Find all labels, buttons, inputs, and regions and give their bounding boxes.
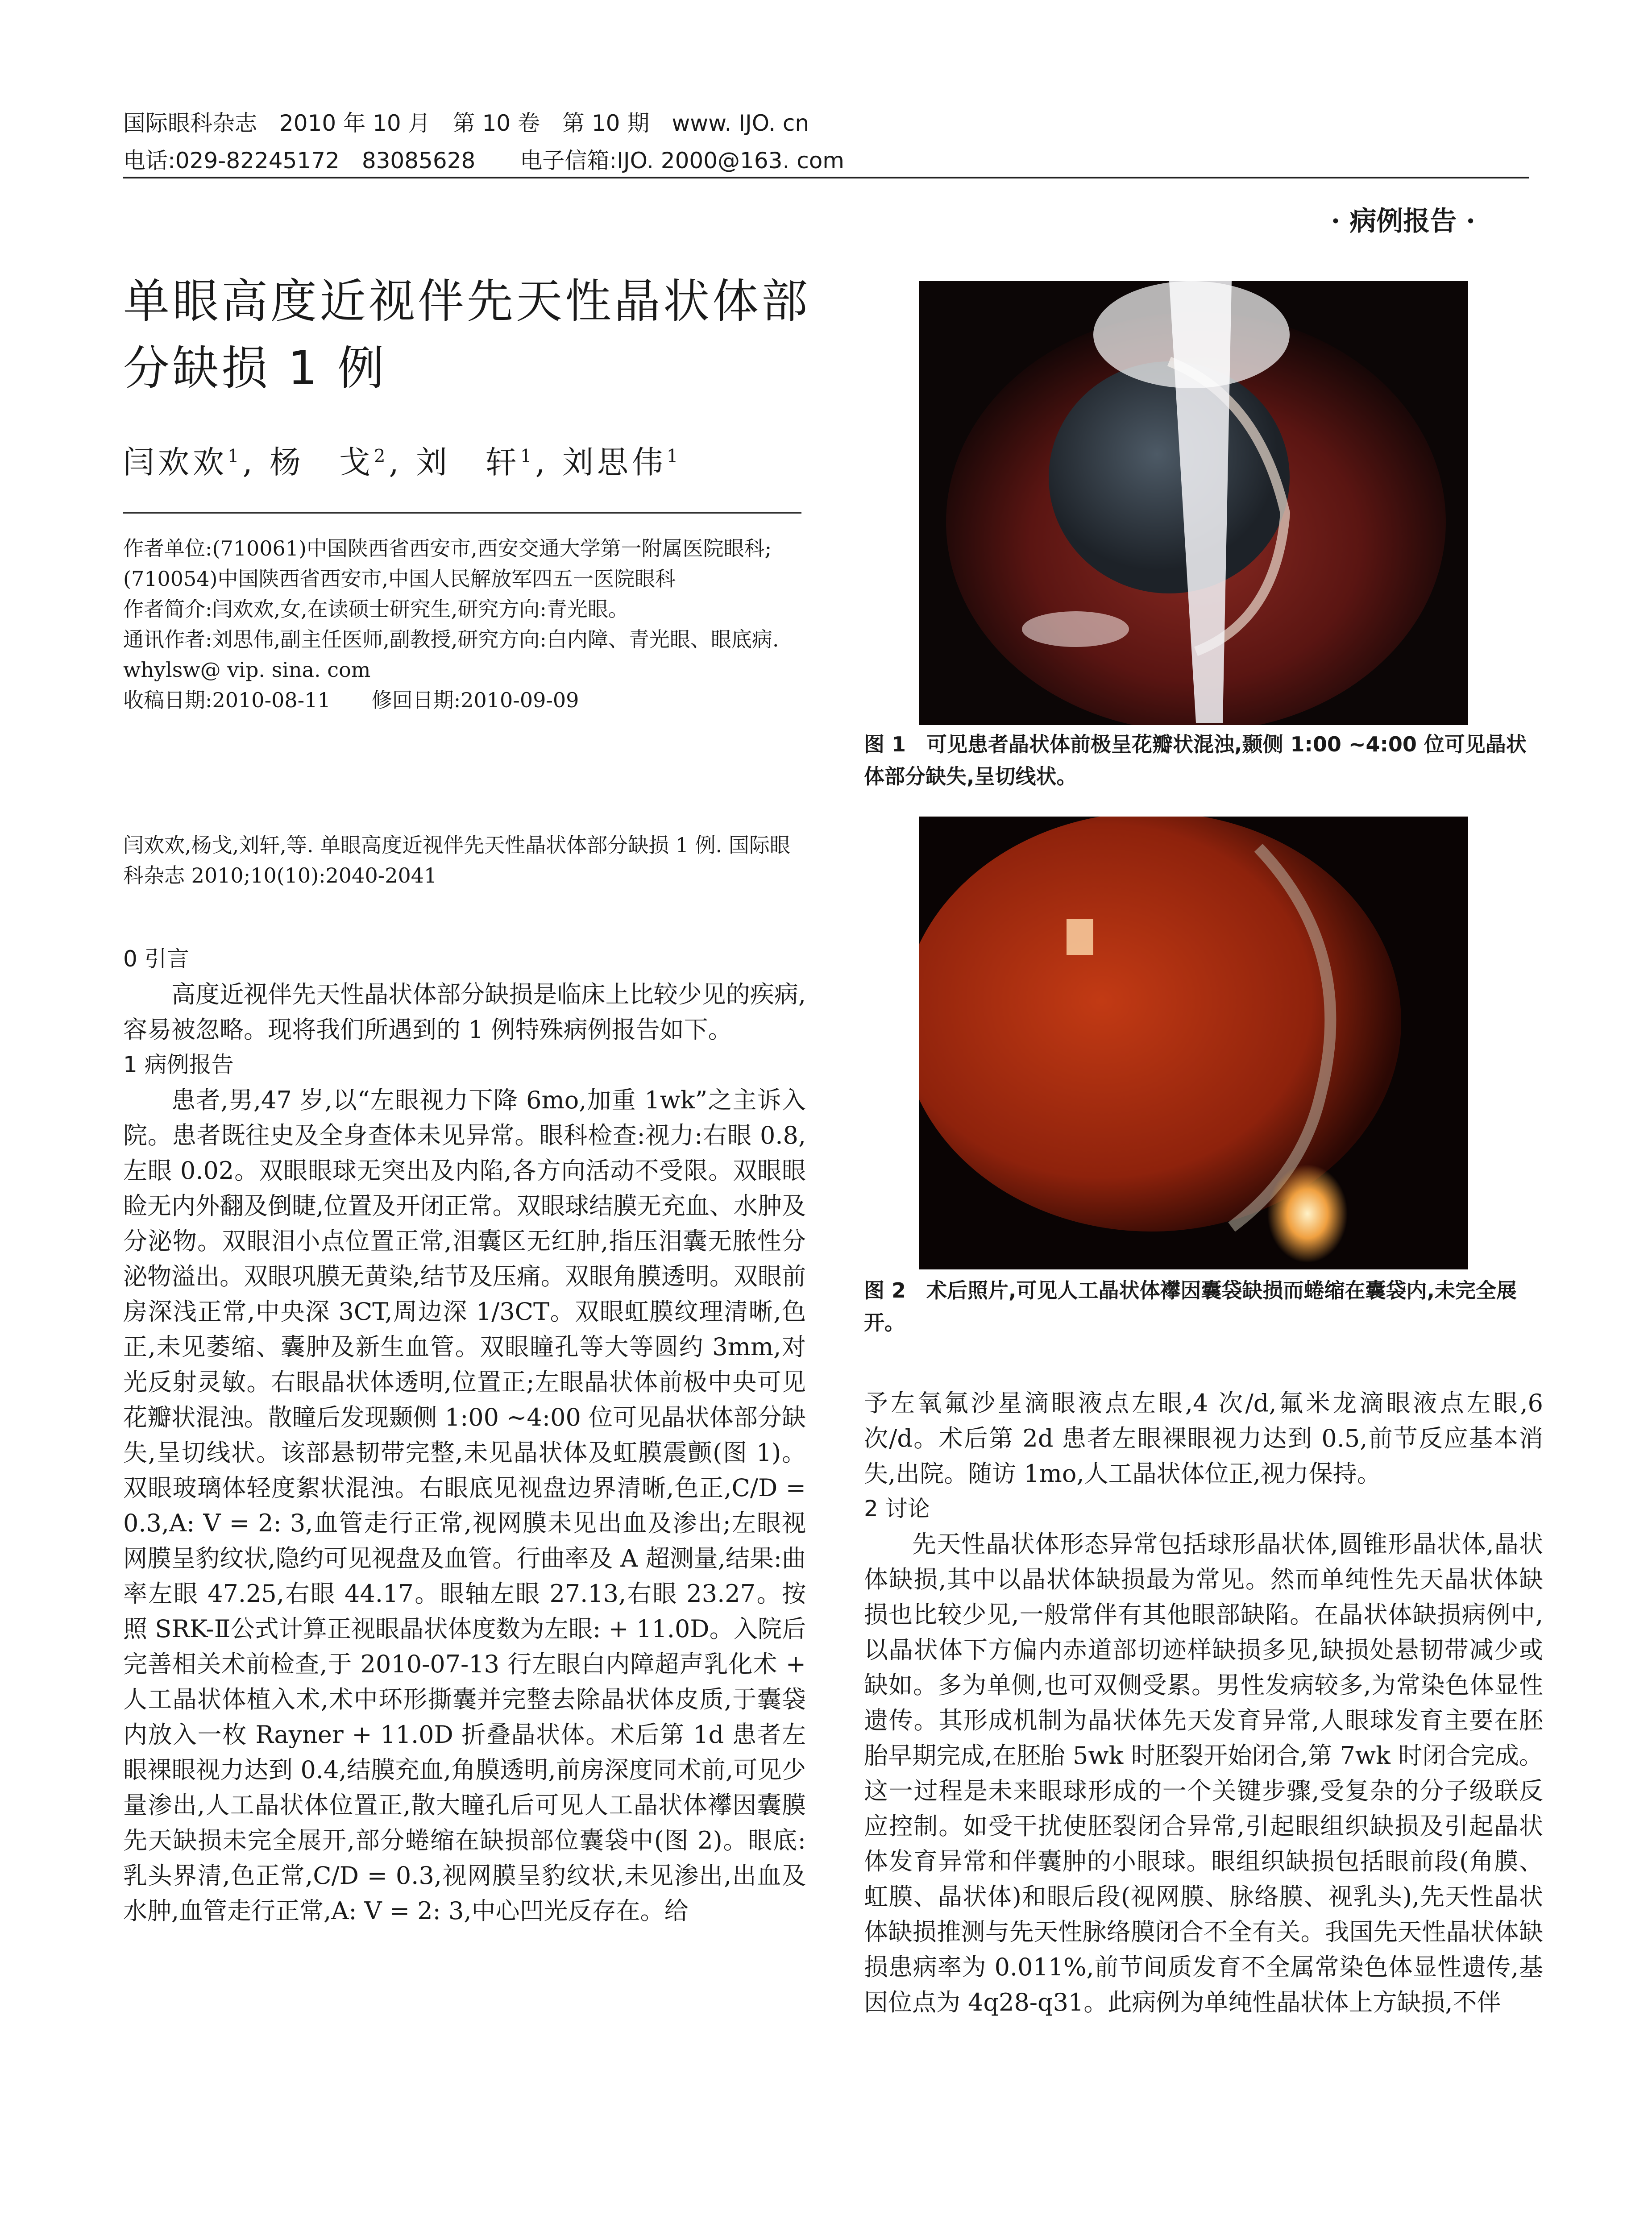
author-affil-mark: 1 bbox=[666, 446, 682, 467]
discussion-text: 先天性晶状体形态异常包括球形晶状体,圆锥形晶状体,晶状体缺损,其中以晶状体缺损最为常见。然而单纯性先天晶状体缺损也比较少见,一般常伴有其他眼部缺陷。在晶状体缺损病例中,以晶状体下方偏内赤道部切迹样缺损多见,缺损处悬韧带减少或缺如。多为单侧,也可双侧受累。男性发病较多,为常染色体显性遗传。其形成机制为晶状体先天发育异常,人眼球发育主要在胚胎早期完成,在胚胎 5wk 时胚裂开始闭合,第 7wk 时闭合完成。这一过程是未来眼球形成的一个关键步骤,受复杂的分子级联反应控制。如受干扰使胚裂闭合异常,引起眼组织缺损及引起晶状体发育异常和伴囊肿的小眼球。眼组织缺损包括眼前段(角膜、虹膜、晶状体)和眼后段(视网膜、脉络膜、视乳头),先天性晶状体缺损推测与先天性脉络膜闭合不全有关。我国先天性晶状体缺损患病率为 0.011%,前节间质发育不全属常染色体显性遗传,基因位点为 4q28-q31。此病例为单纯性晶状体上方缺损,不伴 bbox=[864, 1530, 1543, 2016]
author-list: 闫欢欢$^1$, 杨 戈$^2$, 刘 轩$^1$, 刘思伟$^1$ bbox=[123, 444, 682, 481]
author-name: 杨 戈 bbox=[269, 444, 374, 481]
author-affil-mark: 1 bbox=[228, 446, 243, 467]
case-heading: 1 病例报告 bbox=[123, 1052, 234, 1078]
case-text-continued: 予左氧氟沙星滴眼液点左眼,4 次/d,氟米龙滴眼液点左眼,6 次/d。术后第 2d 患者左眼裸眼视力达到 0.5,前节反应基本消失,出院。随访 1mo,人工晶状体位正,视力保持。 bbox=[864, 1389, 1543, 1488]
author-info-block bbox=[123, 533, 806, 715]
author-affil-mark: 2 bbox=[374, 446, 389, 467]
intro-text: 高度近视伴先天性晶状体部分缺损是临床上比较少见的疾病,容易被忽略。现将我们所遇到的 1 例特殊病例报告如下。 bbox=[123, 980, 806, 1044]
figure-1-caption: 图 1 可见患者晶状体前极呈花瓣状混浊,颞侧 1:00 ~4:00 位可见晶状体部分缺失,呈切线状。 bbox=[864, 732, 1527, 788]
journal-header-line1: 国际眼科杂志 2010 年 10 月 第 10 卷 第 10 期 www. IJO. cn bbox=[123, 110, 809, 136]
body-left-column bbox=[123, 941, 806, 1928]
author-name: 闫欢欢 bbox=[123, 444, 228, 481]
figure-2-caption: 图 2 术后照片,可见人工晶状体襻因囊袋缺损而蜷缩在囊袋内,未完全展开。 bbox=[864, 1278, 1517, 1335]
citation: 闫欢欢,杨戈,刘轩,等. 单眼高度近视伴先天性晶状体部分缺损 1 例. 国际眼科杂志 2010;10(10):2040-2041 bbox=[123, 833, 790, 887]
figure-1-photo bbox=[919, 281, 1468, 725]
journal-header-line2: 电话:029-82245172 83085628 电子信箱:IJO. 2000@163. com bbox=[123, 148, 845, 174]
intro-heading: 0 引言 bbox=[123, 946, 189, 972]
case-text: 患者,男,47 岁,以“左眼视力下降 6mo,加重 1wk”之主诉入院。患者既往史及全身查体未见异常。眼科检查:视力:右眼 0.8,左眼 0.02。双眼眼球无突出及内陷,各方向活动不受限。双眼眼睑无内外翻及倒睫,位置及开闭正常。双眼球结膜无充血、水肿及分泌物。双眼泪小点位置正常,泪囊区无红肿,指压泪囊无脓性分泌物溢出。双眼巩膜无黄染,结节及压痛。双眼角膜透明。双眼前房深浅正常,中央深 3CT,周边深 1/3CT。双眼虹膜纹理清晰,色正,未见萎缩、囊肿及新生血管。双眼瞳孔等大等圆约 3mm,对光反射灵敏。右眼晶状体透明,位置正;左眼晶状体前极中央可见花瓣状混浊。散瞳后发现颞侧 1:00 ~4:00 位可见晶状体部分缺失,呈切线状。该部悬韧带完整,未见晶状体及虹膜震颤(图 1)。双眼玻璃体轻度絮状混浊。右眼底见视盘边界清晰,色正,C/D = 0.3,A: V = 2: 3,血管走行正常,视网膜未见出血及渗出;左眼视网膜呈豹纹状,隐约可见视盘及血管。行曲率及 A 超测量,结果:曲率左眼 47.25,右眼 44.17。眼轴左眼 27.13,右眼 23.27。按照 SRK-Ⅱ公式计算正视眼晶状体度数为左眼: + 11.0D。入院后完善相关术前检查,于 2010-07-13 行左眼白内障超声乳化术 + 人工晶状体植入术,术中环形撕囊并完整去除晶状体皮质,于囊袋内放入一枚 Rayner + 11.0D 折叠晶状体。术后第 1d 患者左眼裸眼视力达到 0.4,结膜充血,角膜透明,前房深度同术前,可见少量渗出,人工晶状体位置正,散大瞳孔后可见人工晶状体襻因囊膜先天缺损未完全展开,部分蜷缩在缺损部位囊袋中(图 2)。眼底:乳头界清,色正常,C/D = 0.3,视网膜呈豹纹状,未见渗出,出血及水肿,血管走行正常,A: V = 2: 3,中心凹光反存在。给 bbox=[123, 1086, 806, 1925]
correspondence: 通讯作者:刘思伟,副主任医师,副教授,研究方向:白内障、青光眼、眼底病. whylsw@ vip. sina. com bbox=[123, 627, 779, 682]
author-name: 刘 轩 bbox=[415, 444, 520, 481]
received-dates: 收稿日期:2010-08-11 修回日期:2010-09-09 bbox=[123, 688, 579, 712]
column-tag: · 病例报告 · bbox=[1331, 206, 1475, 237]
author-intro: 作者简介:闫欢欢,女,在读硕士研究生,研究方向:青光眼。 bbox=[123, 597, 629, 621]
figure-2-photo bbox=[919, 817, 1468, 1269]
author-name: 刘思伟 bbox=[562, 444, 667, 481]
discussion-heading: 2 讨论 bbox=[864, 1496, 930, 1522]
author-affil-mark: 1 bbox=[520, 446, 535, 467]
affiliation: 作者单位:(710061)中国陕西省西安市,西安交通大学第一附属医院眼科;(710054)中国陕西省西安市,中国人民解放军四五一医院眼科 bbox=[123, 536, 772, 591]
author-rule bbox=[123, 512, 801, 514]
article-title: 单眼高度近视伴先天性晶状体部分缺损 1 例 bbox=[123, 274, 811, 395]
header-rule bbox=[123, 177, 1529, 178]
body-right-column bbox=[864, 1385, 1543, 2020]
